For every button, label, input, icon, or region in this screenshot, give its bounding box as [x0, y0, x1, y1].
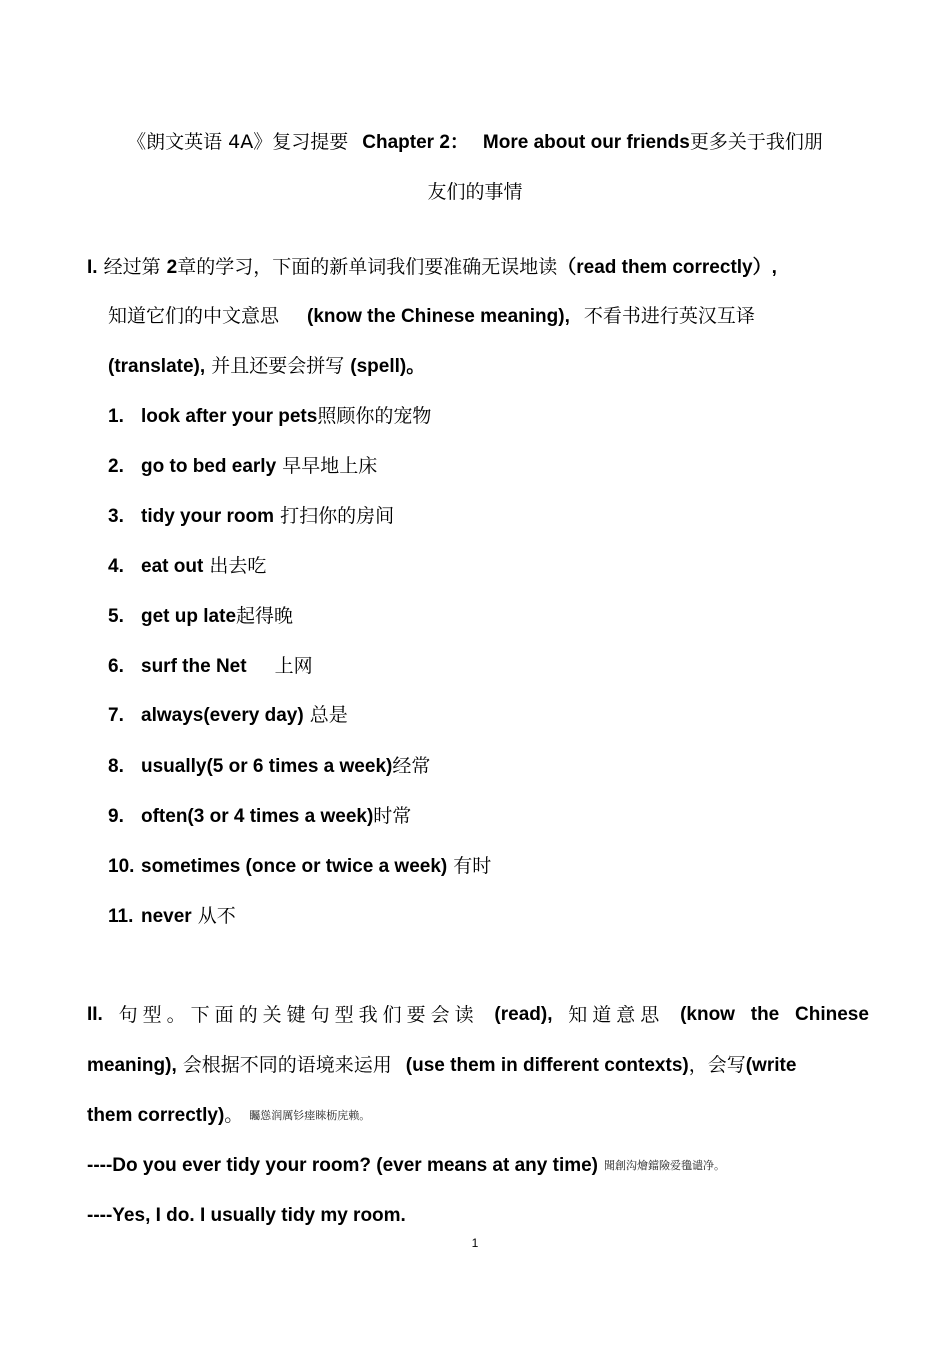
section2-intro-line-1 [87, 1003, 869, 1027]
vocab-english: get up late [141, 606, 237, 627]
section2-l1-a: 句型。下面的关键句型我们要会读 [118, 1004, 479, 1026]
vocab-chinese: 早早地上床 [282, 455, 378, 477]
vocab-number: 2. [108, 456, 124, 477]
vocab-number: 3. [108, 506, 124, 527]
vocab-chinese: 总是 [309, 704, 348, 726]
vocab-item [108, 654, 313, 679]
dialog-line-question [87, 1153, 725, 1178]
section2-l2-b: ，会写 [688, 1054, 746, 1076]
vocab-item [108, 904, 236, 929]
vocab-number: 11. [108, 906, 134, 927]
vocab-english: often(3 or 4 times a week) [141, 806, 374, 827]
section2-the-en: the [750, 1004, 780, 1025]
vocab-english: eat out [141, 556, 204, 577]
section1-spell-en: (spell)。 [350, 356, 426, 377]
section1-translate-en: (translate), [108, 356, 206, 377]
dialog-question: ----Do you ever tidy your room? (ever means at any time) [87, 1155, 599, 1176]
section1-intro-b: 章的学习，下面的新单词我们要准确无误地读 [177, 256, 558, 278]
vocab-english: tidy your room [141, 506, 275, 527]
vocab-chinese: 经常 [392, 755, 431, 777]
section1-intro-line-1 [87, 255, 777, 280]
section2-read-en: (read), [494, 1004, 553, 1025]
vocab-chinese: 有时 [453, 855, 492, 877]
section1-intro-a: 经过第 [103, 256, 161, 278]
vocab-chinese: 照顾你的宠物 [317, 405, 432, 427]
section1-know-en: (know the Chinese meaning), [307, 306, 570, 327]
section2-l1-b: 知道意思 [568, 1004, 665, 1026]
vocab-item [108, 604, 293, 629]
section2-l2-a: 会根据不同的语境来运用 [182, 1054, 392, 1076]
section2-meaning-en: meaning), [87, 1055, 177, 1076]
section1-line3-a: 并且还要会拼写 [211, 355, 345, 377]
page-number: 1 [471, 1236, 479, 1250]
section1-marker: I. [87, 257, 98, 278]
vocab-english: never [141, 906, 192, 927]
section1-line2-b: 不看书进行英汉互译 [583, 305, 755, 327]
vocab-number: 9. [108, 806, 124, 827]
title-topic-zh-continued: 友们的事情 [427, 181, 523, 203]
document-title-line-2 [0, 180, 950, 204]
vocab-chinese: 时常 [373, 805, 412, 827]
vocab-number: 1. [108, 406, 124, 427]
vocab-item [108, 754, 430, 779]
section2-intro-line-3 [87, 1103, 370, 1128]
section1-line2-a: 知道它们的中文意思 [108, 305, 280, 327]
vocab-number: 4. [108, 556, 124, 577]
title-chapter: Chapter 2： [362, 132, 469, 153]
section2-l3-end: 。 [224, 1104, 244, 1126]
section1-intro-line-3 [108, 354, 425, 379]
title-topic-en: More about our friends [482, 132, 690, 153]
vocab-item [108, 703, 348, 728]
vocab-english: usually(5 or 6 times a week) [141, 756, 393, 777]
section1-intro-line-2 [108, 304, 755, 329]
vocab-chinese: 打扫你的房间 [280, 505, 395, 527]
title-topic-zh: 更多关于我们朋 [689, 131, 823, 153]
dialog-line-answer [87, 1203, 406, 1228]
section2-chinese-en: Chinese [795, 1004, 869, 1025]
section2-use-en: (use them in different contexts) [405, 1055, 689, 1076]
vocab-item [108, 404, 431, 429]
vocab-number: 8. [108, 756, 124, 777]
vocab-number: 7. [108, 705, 124, 726]
section2-them-correctly-en: them correctly) [87, 1105, 225, 1126]
vocab-english: always(every day) [141, 705, 304, 726]
vocab-chinese: 上网 [274, 655, 313, 677]
vocab-chinese: 起得晚 [236, 605, 294, 627]
section2-l3-noise: 矚慫润厲钐瘗睞枥庑赖。 [249, 1109, 371, 1122]
vocab-english: surf the Net [141, 656, 247, 677]
dialog-question-noise: 聞創沟燴鐺險爱氇谴净。 [604, 1159, 726, 1172]
document-title-line-1 [0, 130, 950, 155]
section2-intro-line-2 [87, 1053, 796, 1078]
vocab-item [108, 554, 266, 579]
vocab-english: look after your pets [141, 406, 318, 427]
vocab-number: 10. [108, 856, 135, 877]
section1-read-en: （read them correctly）, [557, 257, 777, 278]
vocab-chinese: 从不 [197, 905, 236, 927]
vocab-chinese: 出去吃 [209, 555, 267, 577]
vocab-english: sometimes (once or twice a week) [141, 856, 448, 877]
vocab-number: 5. [108, 606, 124, 627]
section2-know-en: (know [680, 1004, 735, 1025]
vocab-item [108, 504, 394, 529]
section2-write-en: (write [745, 1055, 797, 1076]
dialog-answer: ----Yes, I do. I usually tidy my room. [87, 1205, 406, 1226]
section1-intro-num: 2 [166, 257, 178, 278]
vocab-item [108, 804, 411, 829]
title-zh-prefix: 《朗文英语 4A》复习提要 [127, 131, 349, 153]
vocab-item [108, 854, 491, 879]
section2-marker: II. [87, 1004, 103, 1025]
vocab-english: go to bed early [141, 456, 277, 477]
vocab-item [108, 454, 377, 479]
vocab-number: 6. [108, 656, 124, 677]
